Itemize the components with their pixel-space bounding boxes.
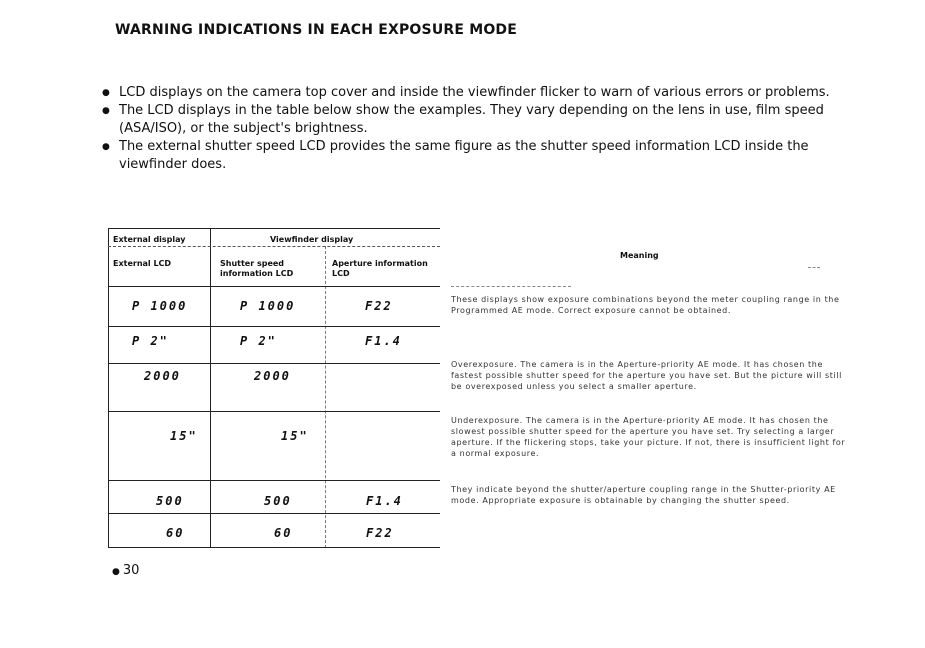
meaning-text: Overexposure. The camera is in the Aperture-priority AE mode. It has chosen the fastest possible shutter speed for the aperture you have set. But the picture will still be overexposed unless you select a smaller aperture. <box>451 360 842 391</box>
lcd-external-value: 500 <box>156 494 184 508</box>
lcd-external-value: 15" <box>170 429 198 443</box>
lcd-external-value: P 1000 <box>132 299 188 313</box>
bullet-list <box>100 84 840 174</box>
lcd-aperture-value: F1.4 <box>366 494 403 508</box>
page-title: WARNING INDICATIONS IN EACH EXPOSURE MODE <box>115 22 518 38</box>
header-aperture-lcd: Aperture information LCD <box>332 259 428 278</box>
meaning-text: These displays show exposure combinations beyond the meter coupling range in the Programmed AE mode. Correct exposure cannot be obtained. <box>451 295 840 315</box>
warning-table <box>108 228 440 548</box>
lcd-shutter-value: 2000 <box>254 369 291 383</box>
lcd-shutter-value: P 1000 <box>240 299 296 313</box>
lcd-external-value: P 2" <box>132 334 169 348</box>
header-viewfinder-display: Viewfinder display <box>270 235 354 244</box>
meaning-text: Underexposure. The camera is in the Aperture-priority AE mode. It has chosen the slowest possible shutter speed for the aperture you have set. Try selecting a larger aperture. If the flickering stops, take your picture. If not, there is insufficient light for a normal exposure. <box>451 416 846 458</box>
bullet-item: ● LCD displays on the camera top cover and inside the viewfinder flicker to warn of various errors or problems. <box>100 84 840 102</box>
divider <box>808 267 820 268</box>
lcd-shutter-value: P 2" <box>240 334 277 348</box>
header-external-lcd: External LCD <box>113 259 172 268</box>
bullet-item: ● The LCD displays in the table below show the examples. They vary depending on the lens in use, film speed (ASA/ISO), or the subject's brightness. <box>100 102 840 138</box>
lcd-aperture-value: F1.4 <box>365 334 402 348</box>
lcd-shutter-value: 15" <box>281 429 309 443</box>
lcd-shutter-value: 500 <box>264 494 292 508</box>
header-meaning: Meaning <box>620 251 659 260</box>
bullet-item: ● The external shutter speed LCD provides the same figure as the shutter speed information LCD inside the viewfinder does. <box>100 138 840 174</box>
meaning-text: They indicate beyond the shutter/aperture coupling range in the Shutter-priority AE mode. Appropriate exposure is obtainable by changing the shutter speed. <box>451 485 836 505</box>
lcd-aperture-value: F22 <box>366 526 394 540</box>
lcd-shutter-value: 60 <box>274 526 293 540</box>
page-number: ● 30 <box>112 563 140 578</box>
divider <box>451 286 571 287</box>
page-number-value: 30 <box>122 563 140 578</box>
lcd-external-value: 2000 <box>144 369 181 383</box>
lcd-aperture-value: F22 <box>365 299 393 313</box>
header-external-display: External display <box>113 235 186 244</box>
lcd-external-value: 60 <box>166 526 185 540</box>
header-shutter-speed-lcd: Shutter speed information LCD <box>220 259 294 278</box>
